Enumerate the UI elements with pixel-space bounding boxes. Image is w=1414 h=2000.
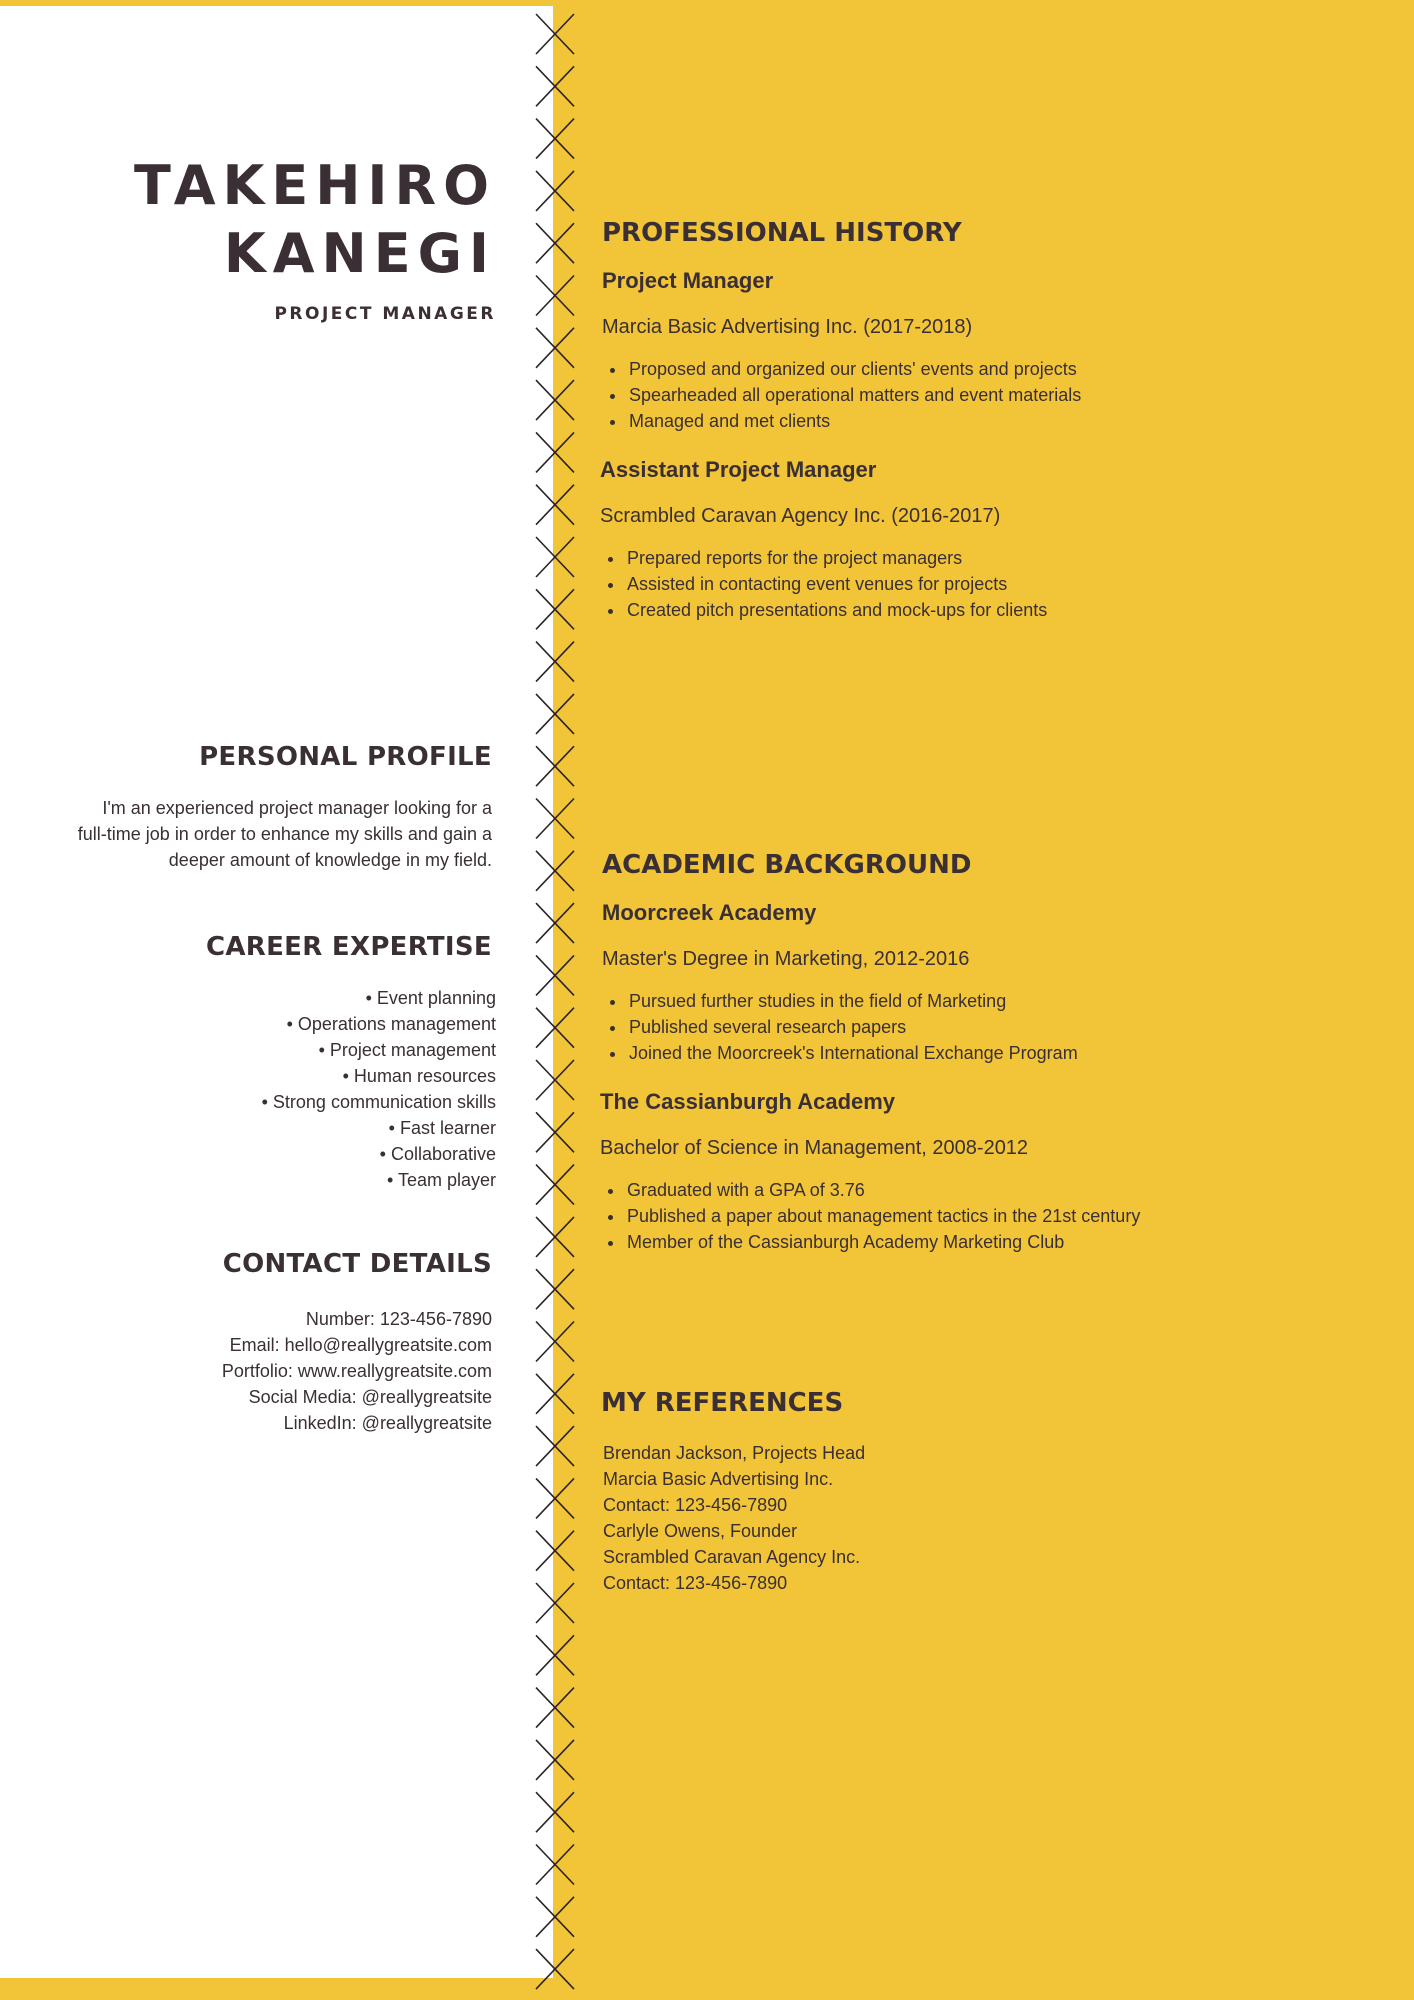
- job-organization: Scrambled Caravan Agency Inc. (2016-2017): [600, 505, 1001, 527]
- personal-profile-heading: PERSONAL PROFILE: [199, 742, 492, 772]
- school-bullets: [602, 988, 1362, 1066]
- job-title: Project Manager: [602, 268, 774, 293]
- school-bullet: • Published several research papers: [627, 1014, 1362, 1040]
- expertise-item: • Strong communication skills: [261, 1092, 496, 1112]
- profile-line: deeper amount of knowledge in my field.: [168, 850, 492, 870]
- contact-linkedin: LinkedIn: @reallygreatsite: [283, 1413, 492, 1433]
- job-title: Assistant Project Manager: [600, 457, 877, 482]
- reference-line: Scrambled Caravan Agency Inc.: [603, 1547, 861, 1567]
- expertise-item: • Event planning: [365, 988, 496, 1008]
- job-entry: [602, 266, 1362, 434]
- personal-profile-text: [22, 795, 492, 873]
- resume-name: [134, 152, 496, 288]
- contact-portfolio: Portfolio: www.reallygreatsite.com: [221, 1361, 492, 1381]
- name-last: KANEGI: [223, 222, 496, 285]
- job-bullets: [600, 545, 1362, 623]
- references-section: [601, 1386, 1361, 1596]
- contact-social: Social Media: @reallygreatsite: [248, 1387, 492, 1407]
- expertise-item: • Project management: [318, 1040, 496, 1060]
- job-bullets: [602, 356, 1362, 434]
- career-expertise-list: [26, 985, 496, 1193]
- job-bullet: • Assisted in contacting event venues for projects: [625, 571, 1362, 597]
- cross-stitch-divider: [532, 0, 578, 2000]
- expertise-item: • Fast learner: [388, 1118, 496, 1138]
- job-bullet: • Created pitch presentations and mock-ups for clients: [625, 597, 1362, 623]
- expertise-item: • Human resources: [342, 1066, 496, 1086]
- references-list: [603, 1440, 1361, 1596]
- school-bullet: • Published a paper about management tactics in the 21st century: [625, 1203, 1362, 1229]
- job-bullet: • Proposed and organized our clients' events and projects: [627, 356, 1362, 382]
- expertise-item: • Operations management: [286, 1014, 496, 1034]
- job-bullet: • Spearheaded all operational matters and event materials: [627, 382, 1362, 408]
- academic-background-section: [602, 848, 1362, 1255]
- reference-line: Contact: 123-456-7890: [603, 1495, 788, 1515]
- reference-line: Carlyle Owens, Founder: [603, 1521, 798, 1541]
- school-bullet: • Graduated with a GPA of 3.76: [625, 1177, 1362, 1203]
- job-subtitle: PROJECT MANAGER: [274, 304, 496, 324]
- reference-line: Brendan Jackson, Projects Head: [603, 1443, 866, 1463]
- contact-number: Number: 123-456-7890: [305, 1309, 492, 1329]
- contact-email: Email: hello@reallygreatsite.com: [229, 1335, 492, 1355]
- name-first: TAKEHIRO: [134, 154, 496, 217]
- school-bullets: [600, 1177, 1362, 1255]
- job-entry: [600, 455, 1362, 623]
- school-bullet: • Pursued further studies in the field of Marketing: [627, 988, 1362, 1014]
- school-bullet: • Member of the Cassianburgh Academy Marketing Club: [625, 1229, 1362, 1255]
- personal-profile-section: [22, 740, 492, 873]
- profile-line: I'm an experienced project manager looking for a: [102, 798, 492, 818]
- reference-line: Contact: 123-456-7890: [603, 1573, 788, 1593]
- school-degree: Bachelor of Science in Management, 2008-2012: [600, 1137, 1029, 1159]
- profile-line: full-time job in order to enhance my skills and gain a: [77, 824, 492, 844]
- professional-history-section: [602, 216, 1362, 623]
- job-organization: Marcia Basic Advertising Inc. (2017-2018): [602, 316, 973, 338]
- school-entry: [600, 1087, 1362, 1255]
- contact-details-section: [22, 1247, 492, 1436]
- cross-stitch-icon: [532, 0, 578, 2000]
- professional-history-heading: PROFESSIONAL HISTORY: [602, 218, 962, 248]
- academic-background-heading: ACADEMIC BACKGROUND: [602, 850, 972, 880]
- job-bullet: • Prepared reports for the project managers: [625, 545, 1362, 571]
- expertise-item: • Team player: [386, 1170, 496, 1190]
- career-expertise-heading: CAREER EXPERTISE: [206, 932, 492, 962]
- school-name: Moorcreek Academy: [602, 900, 817, 925]
- job-bullet: • Managed and met clients: [627, 408, 1362, 434]
- contact-details-heading: CONTACT DETAILS: [222, 1249, 492, 1279]
- career-expertise-section: [26, 930, 496, 1193]
- school-degree: Master's Degree in Marketing, 2012-2016: [602, 948, 970, 970]
- contact-details-list: [22, 1306, 492, 1436]
- bottom-border-band: [0, 1986, 1414, 2000]
- school-name: The Cassianburgh Academy: [600, 1089, 896, 1114]
- reference-line: Marcia Basic Advertising Inc.: [603, 1469, 834, 1489]
- school-bullet: • Joined the Moorcreek's International Exchange Program: [627, 1040, 1362, 1066]
- school-entry: [602, 898, 1362, 1066]
- expertise-item: • Collaborative: [379, 1144, 496, 1164]
- references-heading: MY REFERENCES: [601, 1388, 844, 1418]
